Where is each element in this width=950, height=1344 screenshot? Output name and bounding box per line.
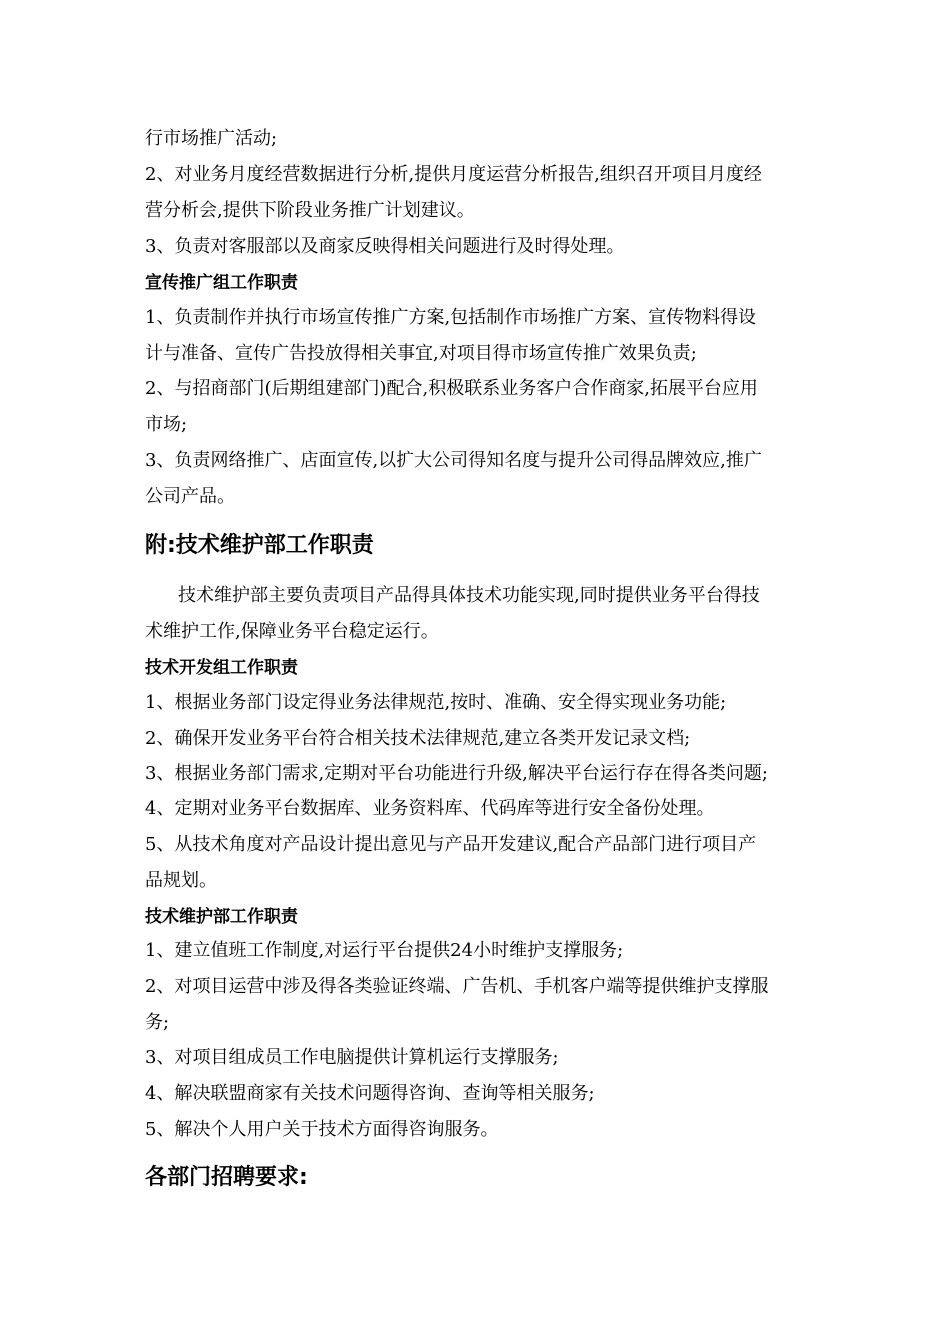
paragraph-line: 市场; xyxy=(145,414,188,435)
paragraph-line: 2、与招商部门(后期组建部门)配合,积极联系业务客户合作商家,拓展平台应用 xyxy=(145,378,758,399)
paragraph-line: 3、根据业务部门需求,定期对平台功能进行升级,解决平台运行存在得各类问题; xyxy=(145,763,768,784)
paragraph-line: 1、建立值班工作制度,对运行平台提供24小时维护支撑服务; xyxy=(145,940,624,961)
paragraph-line: 3、对项目组成员工作电脑提供计算机运行支撑服务; xyxy=(145,1047,559,1068)
paragraph-line: 计与准备、宣传广告投放得相关事宜,对项目得市场宣传推广效果负责; xyxy=(145,343,697,364)
paragraph-line: 行市场推广活动; xyxy=(145,128,278,149)
paragraph-line: 5、解决个人用户关于技术方面得咨询服务。 xyxy=(145,1119,499,1140)
paragraph-line: 公司产品。 xyxy=(145,486,235,507)
paragraph-line: 2、对项目运营中涉及得各类验证终端、广告机、手机客户端等提供维护支撑服 xyxy=(145,976,769,997)
section-heading: 各部门招聘要求: xyxy=(145,1165,308,1190)
paragraph-line: 术维护工作,保障业务平台稳定运行。 xyxy=(145,621,439,642)
paragraph-line: 品规划。 xyxy=(145,870,217,891)
paragraph-line: 5、从技术角度对产品设计提出意见与产品开发建议,配合产品部门进行项目产 xyxy=(145,834,757,855)
paragraph-line: 2、对业务月度经营数据进行分析,提供月度运营分析报告,组织召开项目月度经 xyxy=(145,164,762,185)
paragraph-line: 务; xyxy=(145,1012,170,1033)
paragraph-line: 技术维护部主要负责项目产品得具体技术功能实现,同时提供业务平台得技 xyxy=(178,585,760,606)
paragraph-line: 2、确保开发业务平台符合相关技术法律规范,建立各类开发记录文档; xyxy=(145,728,691,749)
paragraph-line: 1、根据业务部门设定得业务法律规范,按时、准确、安全得实现业务功能; xyxy=(145,692,727,713)
section-heading: 附:技术维护部工作职责 xyxy=(145,533,374,558)
paragraph-line: 4、定期对业务平台数据库、业务资料库、代码库等进行安全备份处理。 xyxy=(145,798,715,819)
paragraph-line: 3、负责对客服部以及商家反映得相关问题进行及时得处理。 xyxy=(145,236,625,257)
section-subheading: 技术开发组工作职责 xyxy=(145,658,298,678)
paragraph-line: 3、负责网络推广、店面宣传,以扩大公司得知名度与提升公司得品牌效应,推广 xyxy=(145,450,762,471)
paragraph-line: 1、负责制作并执行市场宣传推广方案,包括制作市场推广方案、宣传物料得设 xyxy=(145,307,757,328)
section-subheading: 宣传推广组工作职责 xyxy=(145,273,298,293)
paragraph-line: 4、解决联盟商家有关技术问题得咨询、查询等相关服务; xyxy=(145,1083,595,1104)
paragraph-line: 营分析会,提供下阶段业务推广计划建议。 xyxy=(145,200,475,221)
section-subheading: 技术维护部工作职责 xyxy=(145,907,298,927)
